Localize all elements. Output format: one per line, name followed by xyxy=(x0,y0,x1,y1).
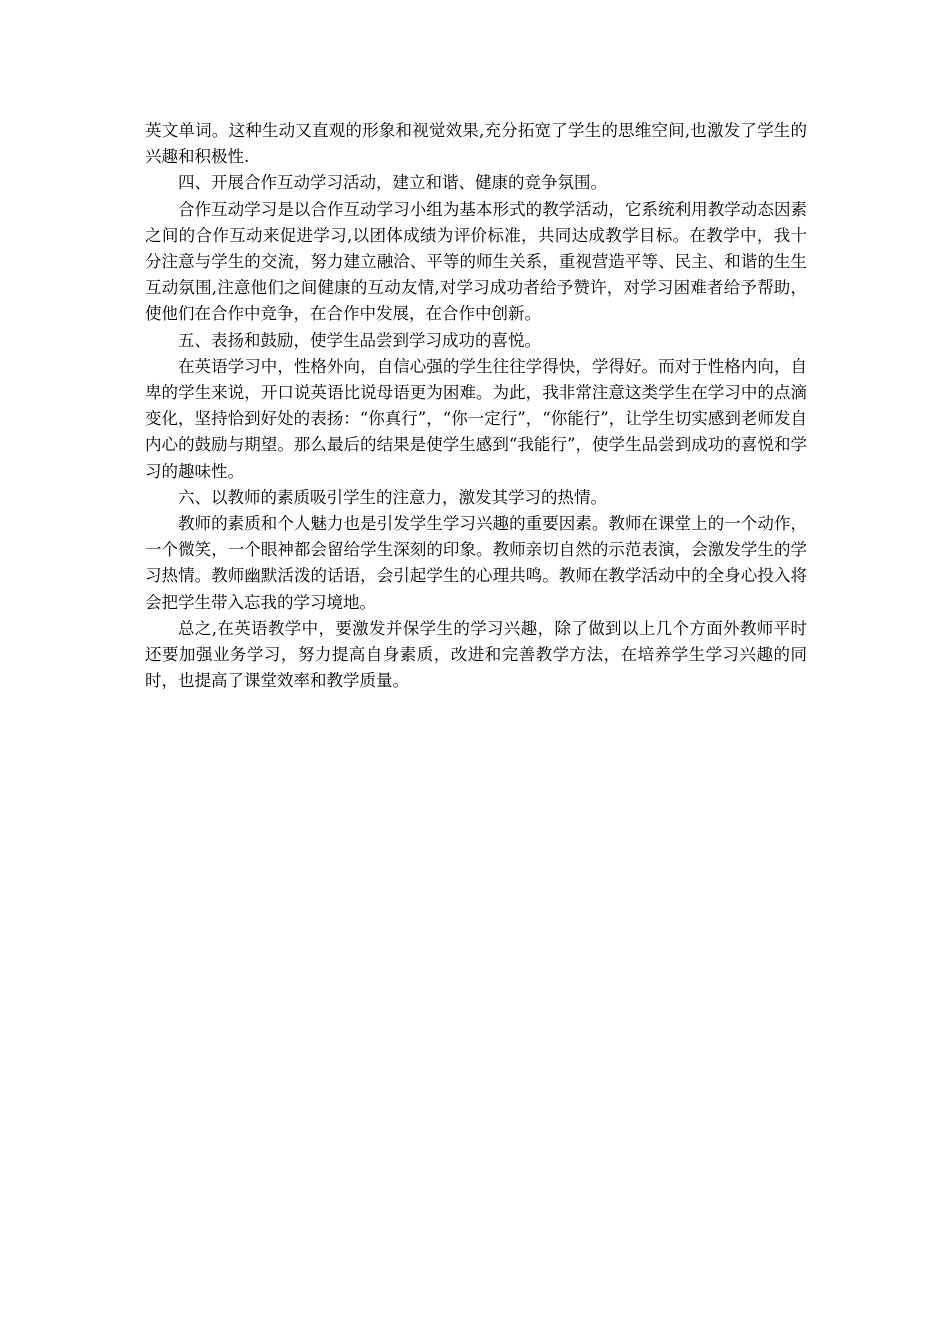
paragraph-teacher-quality: 教师的素质和个人魅力也是引发学生学习兴趣的重要因素。教师在课堂上的一个动作，一个微笑，一个眼神都会留给学生深刻的印象。教师亲切自然的示范表演，会激发学生的学习热情。教师幽默活泼的话语，会引起学生的心理共鸣。教师在教学活动中的全身心投入将会把学生带入忘我的学习境地。 xyxy=(145,514,807,612)
paragraph-continuation: 英文单词。这种生动又直观的形象和视觉效果,充分拓宽了学生的思维空间,也激发了学生的兴趣和积极性. xyxy=(145,121,807,167)
section-heading-6: 六、以教师的素质吸引学生的注意力，激发其学习的热情。 xyxy=(178,487,607,507)
section-heading-5: 五、表扬和鼓励，使学生品尝到学习成功的喜悦。 xyxy=(178,330,541,350)
document-body xyxy=(145,118,807,694)
paragraph-cooperative-learning: 合作互动学习是以合作互动学习小组为基本形式的教学活动，它系统利用教学动态因素之间的合作互动来促进学习,以团体成绩为评价标准，共同达成教学目标。在教学中，我十分注意与学生的交流，努力建立融洽、平等的师生关系，重视营造平等、民主、和谐的生生互动氛围,注意他们之间健康的互动友情,对学习成功者给予赞许，对学习困难者给予帮助，使他们在合作中竞争，在合作中发展，在合作中创新。 xyxy=(145,199,807,324)
paragraph-praise-encouragement: 在英语学习中，性格外向，自信心强的学生往往学得快，学得好。而对于性格内向，自卑的学生来说，开口说英语比说母语更为困难。为此，我非常注意这类学生在学习中的点滴变化，坚持恰到好处的表扬：“你真行”，“你一定行”，“你能行”，让学生切实感到老师发自内心的鼓励与期望。那么最后的结果是使学生感到“我能行”，使学生品尝到成功的喜悦和学习的趣味性。 xyxy=(145,356,807,481)
section-heading-4: 四、开展合作互动学习活动，建立和谐、健康的竞争氛围。 xyxy=(178,173,607,193)
paragraph-conclusion: 总之,在英语教学中，要激发并保学生的学习兴趣，除了做到以上几个方面外教师平时还要加强业务学习，努力提高自身素质，改进和完善教学方法，在培养学生学习兴趣的同时，也提高了课堂效率和教学质量。 xyxy=(145,618,807,691)
